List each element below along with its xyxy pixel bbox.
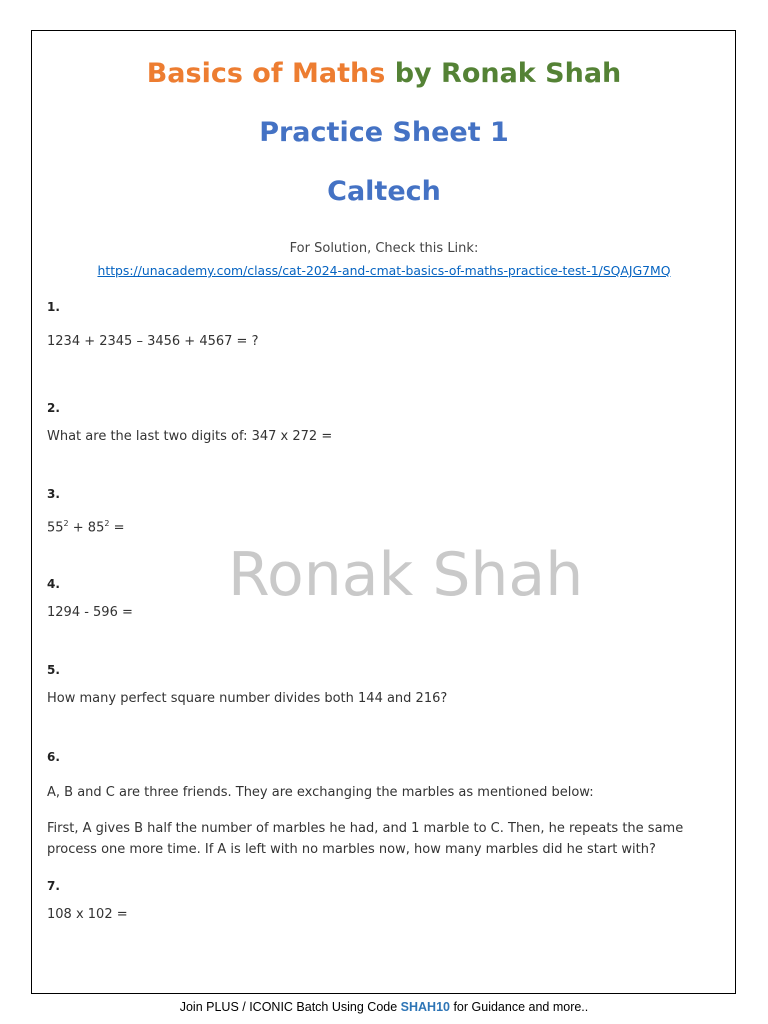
question-5-text: How many perfect square number divides both 144 and 216? — [47, 691, 448, 706]
question-2-number: 2. — [47, 401, 60, 415]
question-6-number: 6. — [47, 750, 60, 764]
footer-text-before: Join PLUS / ICONIC Batch Using Code — [179, 1000, 401, 1014]
institution-title: Caltech — [327, 176, 441, 207]
solution-label: For Solution, Check this Link: — [289, 241, 479, 256]
question-3-exp2: 2 — [104, 519, 110, 528]
question-6-text: A, B and C are three friends. They are exchanging the marbles as mentioned below: — [47, 785, 594, 800]
title-part-author: by Ronak Shah — [394, 58, 622, 89]
question-3-tail: = — [109, 520, 125, 536]
question-4-number: 4. — [47, 577, 60, 591]
question-3-exp1: 2 — [63, 519, 69, 528]
question-4-text: 1294 - 596 = — [47, 605, 133, 620]
footer-promo-code: SHAH10 — [400, 1000, 450, 1014]
title-part-course: Basics of Maths — [146, 58, 386, 89]
question-6-text-continued: First, A gives B half the number of marbles he had, and 1 marble to C. Then, he repeats the same process one more time. If A is left with no marbles now, how many marbles did he start with? — [47, 821, 684, 857]
question-7-text: 108 x 102 = — [47, 907, 128, 922]
question-3-base1: 55 — [47, 520, 64, 536]
watermark: Ronak Shah — [228, 540, 584, 610]
question-7-number: 7. — [47, 879, 60, 893]
question-1-text: 1234 + 2345 – 3456 + 4567 = ? — [47, 334, 259, 349]
footer-note — [0, 1000, 768, 1014]
solution-link[interactable]: https://unacademy.com/class/cat-2024-and-cmat-basics-of-maths-practice-test-1/SQAJG7MQ — [97, 263, 671, 278]
question-1-number: 1. — [47, 300, 60, 314]
sheet-subtitle: Practice Sheet 1 — [259, 117, 509, 148]
question-3-text — [47, 513, 727, 538]
question-3-mid: + 85 — [68, 520, 105, 536]
question-3-number: 3. — [47, 487, 60, 501]
question-2-text: What are the last two digits of: 347 x 272 = — [47, 429, 333, 444]
question-5-number: 5. — [47, 663, 60, 677]
page-title — [0, 58, 768, 89]
footer-text-after: for Guidance and more.. — [449, 1000, 589, 1014]
